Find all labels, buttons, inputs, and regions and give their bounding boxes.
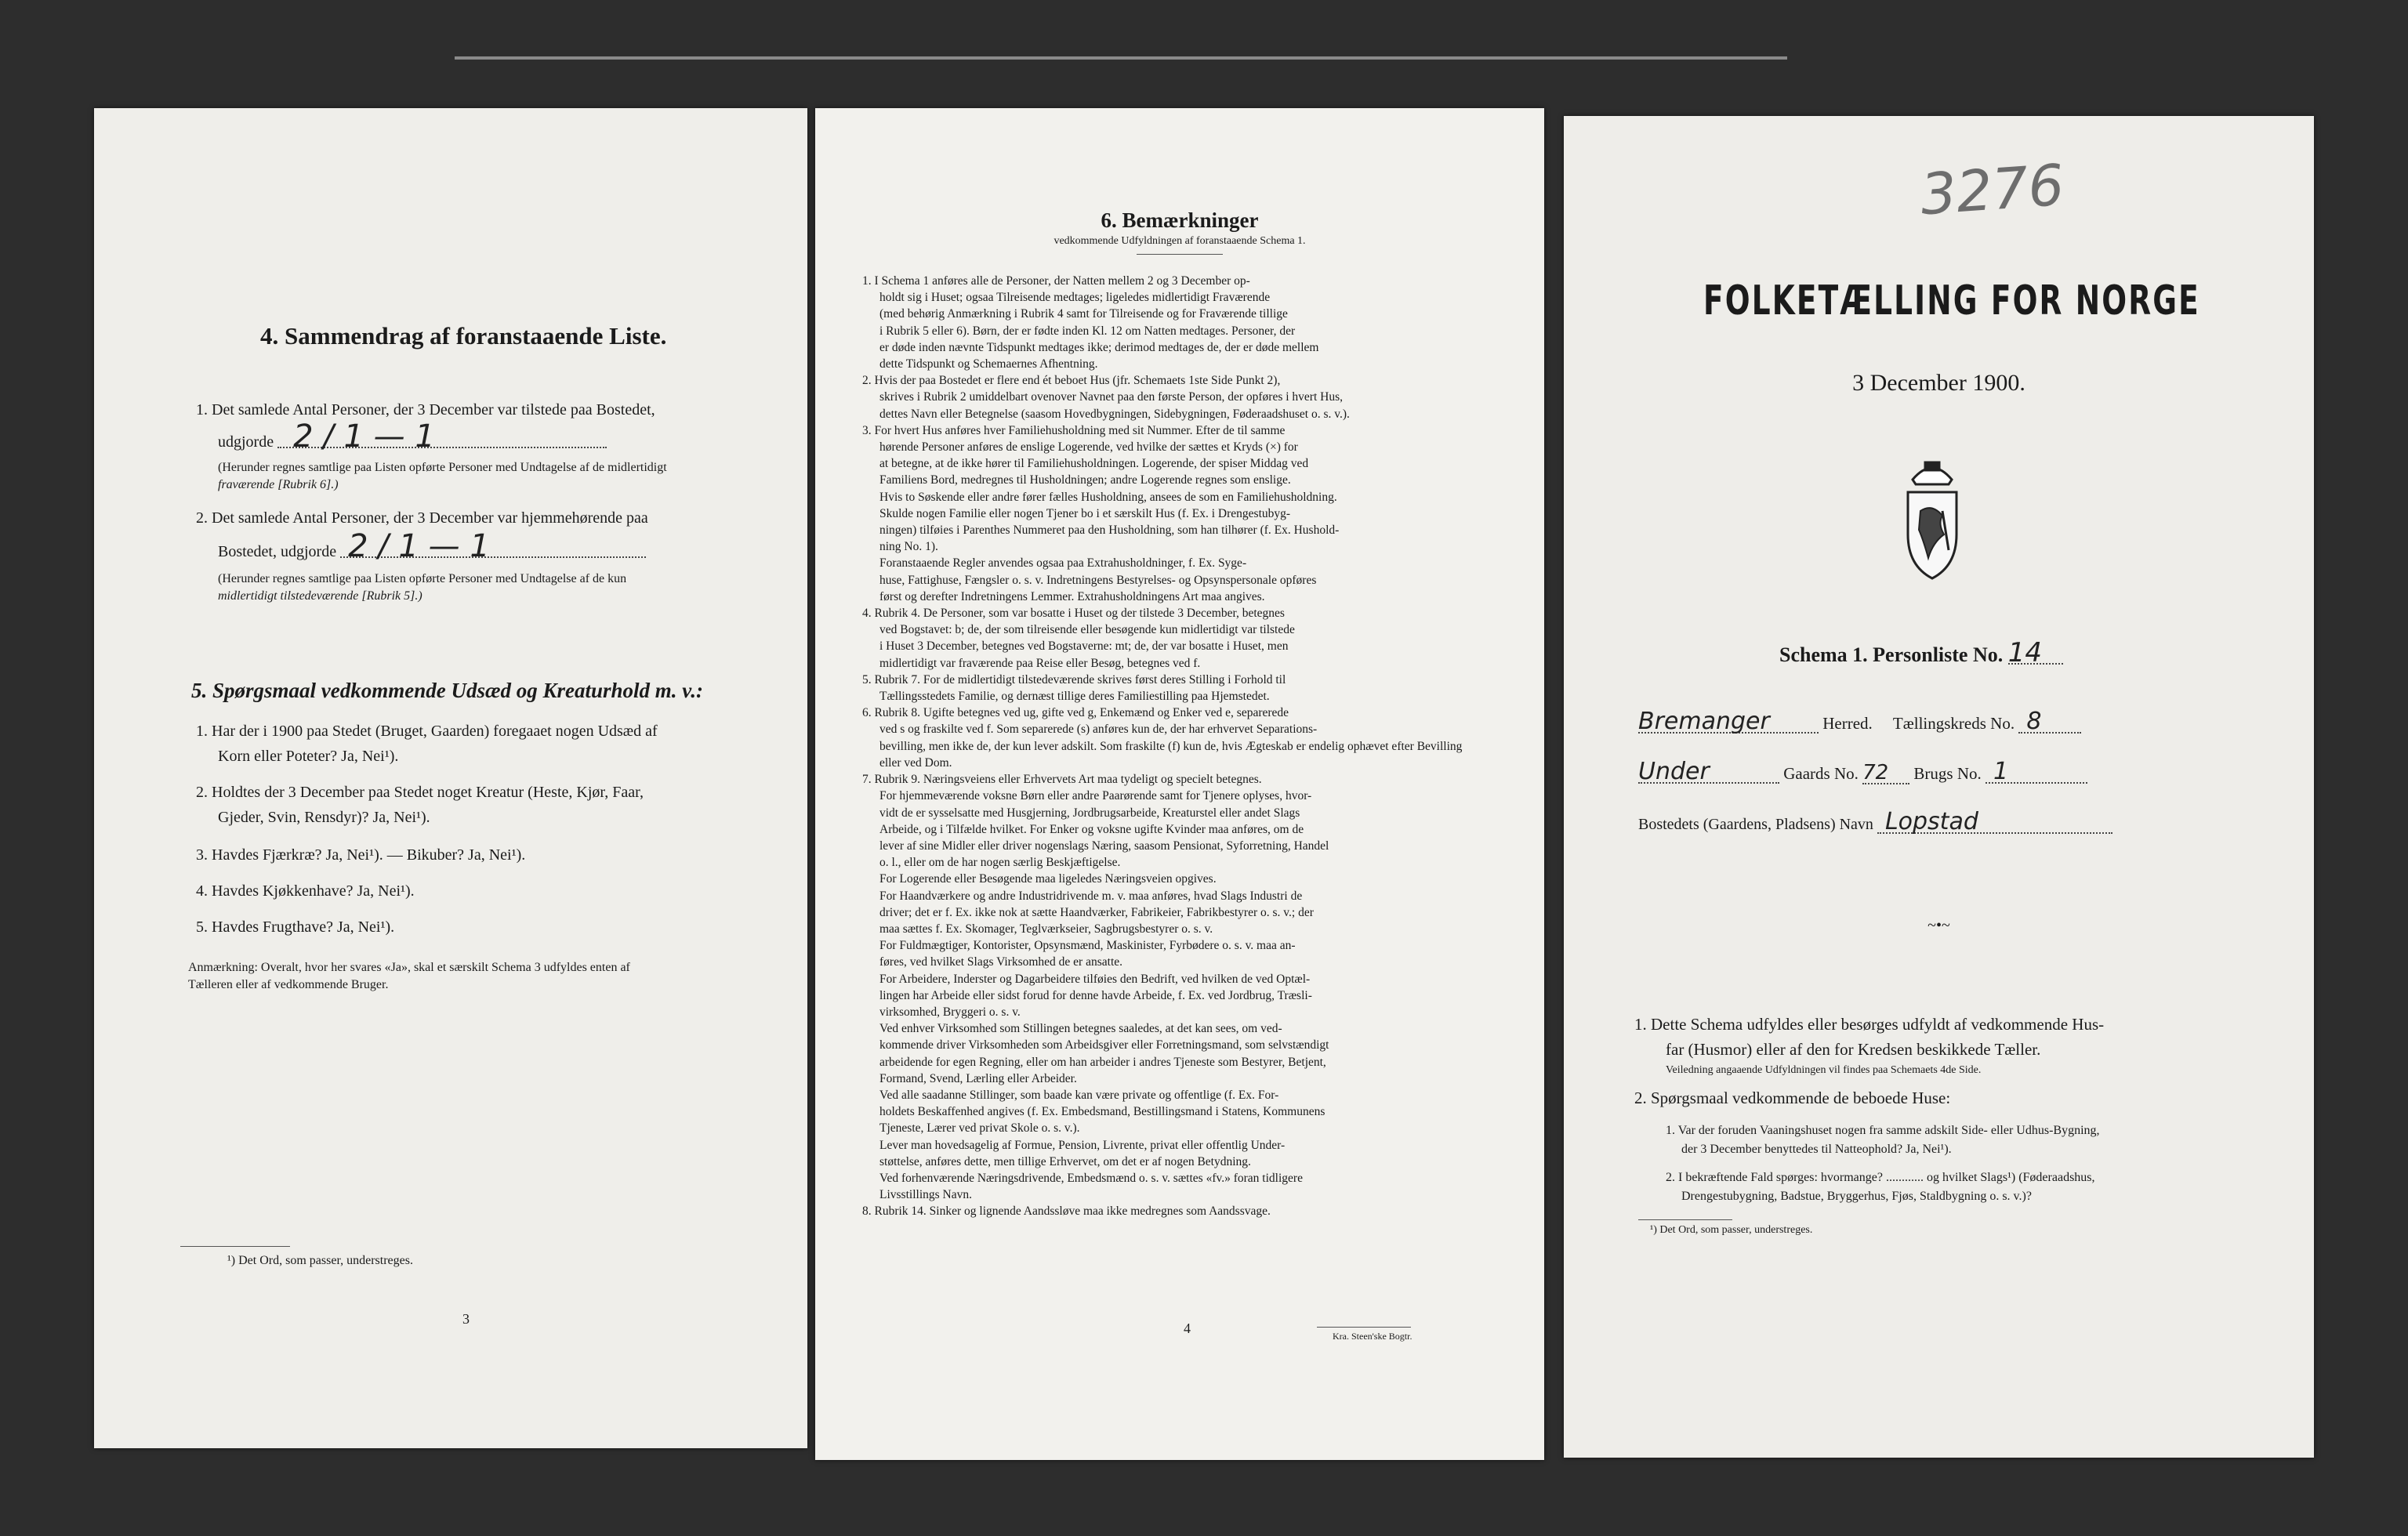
remark-line: skrives i Rubrik 2 umiddelbart ovenover Navnet paa den første Person, der opføres i hvert Hus, <box>879 390 1344 404</box>
page-number: 4 <box>1184 1320 1191 1336</box>
gaards-value: 72 <box>1862 763 1909 784</box>
footnote: ¹) Det Ord, som passer, understreges. <box>1650 1224 1813 1236</box>
remark-line: holdets Beskaffenhed angives (f. Ex. Embedsmand, Bestillingsmand i Statens, Kommunens <box>879 1105 1325 1119</box>
remarks-title: 6. Bemærkninger <box>1101 208 1259 232</box>
remark-line: først og derefter Indretningens Lemmer. Extrahusholdningens Art maa angives. <box>879 589 1265 603</box>
remark-line: Familiens Bord, medregnes til Husholdningen; andre Logerende regnes som enslige. <box>879 473 1291 487</box>
q3: 3. Havdes Fjærkræ? Ja, Nei¹). — Bikuber? Ja, Nei¹). <box>196 846 526 864</box>
printer-credit: Kra. Steen'ske Bogtr. <box>1333 1331 1413 1342</box>
remark-line: arbeidende for egen Regning, eller om han arbeider i andres Tjeneste som Bestyrer, Betjent, <box>879 1055 1326 1069</box>
remark-line: 3. For hvert Hus anføres hver Familiehusholdning med sit Nummer. Efter de til samme <box>862 423 1286 437</box>
remark-line: vidt de er sysselsatte med Husgjerning, Jordbrugsarbeide, Kreaturstel eller andet Slags <box>879 806 1300 820</box>
remark-line: Skulde nogen Familie eller nogen Tjener bo i et særskilt Hus (f. Ex. i Drengestubyg- <box>879 506 1291 520</box>
pencil-archive-number: 3276 <box>1918 151 2066 228</box>
instruction2-q2-line2: Drengestubygning, Badstue, Bryggerhus, Fjøs, Staldbygning o. s. v.)? <box>1681 1190 2032 1203</box>
page-middle <box>815 108 1544 1460</box>
remark-line: For hjemmeværende voksne Børn eller andre Paarørende samt for Tjenere oplyses, hvor- <box>879 789 1312 803</box>
q2-line1: 2. Holdtes der 3 December paa Stedet noget Kreatur (Heste, Kjør, Faar, <box>196 784 644 801</box>
footnote: ¹) Det Ord, som passer, understreges. <box>227 1254 413 1267</box>
kreds-label: Tællingskreds No. <box>1892 714 2015 733</box>
instruction1-line2: far (Husmor) eller af den for Kredsen beskikkede Tæller. <box>1666 1040 2041 1059</box>
section5-title: 5. Spørgsmaal vedkommende Udsæd og Kreaturhold m. v.: <box>191 679 704 702</box>
printer-rule <box>1317 1327 1411 1328</box>
remark-line: ved Bogstavet: b; de, der som tilreisende eller besøgende kun midlertidigt var tilstede <box>879 623 1295 637</box>
gaards-label: Gaards No. <box>1783 764 1859 783</box>
item2-note1: (Herunder regnes samtlige paa Listen opførte Personer med Undtagelse af de kun <box>218 572 627 585</box>
ornament-divider: ~•~ <box>1927 917 1950 934</box>
item1-note1: (Herunder regnes samtlige paa Listen opførte Personer med Undtagelse af de midlertidigt <box>218 461 667 474</box>
gaard-row <box>1638 758 2265 785</box>
item2-label: Bostedet, udgjorde <box>218 543 337 560</box>
item2-handwritten-count: 2 / 1 — 1 <box>340 536 646 558</box>
remark-line: Ved enhver Virksomhed som Stillingen betegnes saaledes, at det kan sees, om ved- <box>879 1022 1282 1036</box>
remark-line: Lever man hovedsagelig af Formue, Pension, Livrente, privat eller offentlig Under- <box>879 1138 1286 1152</box>
schema-number: 14 <box>2008 643 2063 665</box>
remark-line: 4. Rubrik 4. De Personer, som var bosatte i Huset og der tilstede 3 December, betegnes <box>862 607 1285 621</box>
remark-line: Tællingsstedets Familie, og dernæst tillige deres Familiestilling paa Hjemstedet. <box>879 690 1270 704</box>
row2-value: Under <box>1638 762 1779 784</box>
remark-line: huse, Fattighuse, Fængsler o. s. v. Indretningens Bestyrelses- og Opsynspersonale opføres <box>879 573 1317 587</box>
remark-line: Ved forhenværende Næringsdrivende, Embedsmænd o. s. v. sættes «fv.» foran tidligere <box>879 1171 1303 1185</box>
page-left <box>94 108 807 1448</box>
remark-line: Tjeneste, Lærer ved privat Skole o. s. v.). <box>879 1121 1080 1136</box>
remark-line: Foranstaaende Regler anvendes ogsaa paa Extrahusholdninger, f. Ex. Syge- <box>879 556 1247 571</box>
remark-line: hørende Personer anføres de enslige Logerende, ved hvilke der sættes et Kryds (×) for <box>879 440 1298 455</box>
remark-line1: Anmærkning: Overalt, hvor her svares «Ja», skal et særskilt Schema 3 udfyldes enten af <box>188 961 630 974</box>
page-right <box>1564 116 2314 1458</box>
remark-line: føres, ved hvilket Slags Virksomhed de er ansatte. <box>879 955 1122 969</box>
bosted-row <box>1638 808 2265 835</box>
item1-handwritten-count: 2 / 1 — 1 <box>277 426 607 448</box>
remark-line: 8. Rubrik 14. Sinker og lignende Aandssløve maa ikke medregnes som Aandssvage. <box>862 1205 1271 1219</box>
remark-line: virksomhed, Bryggeri o. s. v. <box>879 1005 1021 1019</box>
schema-line <box>1779 637 2063 668</box>
item2-line2 <box>218 528 646 564</box>
item1-note2: fraværende [Rubrik 6].) <box>218 478 339 491</box>
remark-line: For Haandværkere og andre Industridrivende m. v. maa anføres, hvad Slags Industri de <box>879 889 1303 903</box>
remark-line: dette Tidspunkt og Schemaernes Afhentning. <box>879 357 1098 371</box>
remark-line: ved s og fraskilte ved f. Som separerede (s) anføres kun de, der har erhvervet Separations- <box>879 723 1318 737</box>
remarks-list <box>862 273 1544 1220</box>
kreds-value: 8 <box>2018 712 2081 734</box>
q4: 4. Havdes Kjøkkenhave? Ja, Nei¹). <box>196 882 415 900</box>
remark-line: ningen) tilføies i Parenthes Nummeret paa den Husholdning, som han tilhører (f. Ex. Hushold- <box>879 523 1340 538</box>
top-edge-rule <box>455 56 1787 60</box>
remark-line: støttelse, anføres dette, men tillige Erhvervet, om det er af nogen Betydning. <box>879 1154 1251 1168</box>
herred-label: Herred. <box>1822 714 1873 733</box>
remark-line: holdt sig i Huset; ogsaa Tilreisende medtages; ligeledes midlertidigt Fraværende <box>879 291 1271 305</box>
q5: 5. Havdes Frugthave? Ja, Nei¹). <box>196 918 395 936</box>
census-date: 3 December 1900. <box>1852 370 2025 396</box>
item2-note2: midlertidigt tilstedeværende [Rubrik 5].) <box>218 589 422 603</box>
page-number: 3 <box>462 1311 470 1327</box>
remark-line: dettes Navn eller Betegnelse (saasom Hovedbygningen, Sidebygningen, Føderaadshuset o. s. v.). <box>879 407 1350 421</box>
q1-line2: Korn eller Poteter? Ja, Nei¹). <box>218 748 399 765</box>
instruction2: 2. Spørgsmaal vedkommende de beboede Huse: <box>1634 1089 1951 1107</box>
remark-line: 5. Rubrik 7. For de midlertidigt tilstedeværende skrives først deres Stilling i Forhold til <box>862 672 1286 686</box>
remark-line: (med behørig Anmærkning i Rubrik 4 samt for Tilreisende og for Fraværende tillige <box>879 307 1288 321</box>
instruction2-q1-line2: der 3 December benyttedes til Natteophold? Ja, Nei¹). <box>1681 1143 1952 1156</box>
footnote-rule <box>1638 1219 1732 1220</box>
coat-of-arms-icon <box>1897 448 1967 581</box>
remark-line2: Tælleren eller af vedkommende Bruger. <box>188 978 389 991</box>
remark-line: Livsstillings Navn. <box>879 1188 972 1202</box>
remark-line: Arbeide, og i Tilfælde hvilket. For Enker og voksne ugifte Kvinder maa anføres, om de <box>879 822 1304 836</box>
remark-line: kommende driver Virksomheden som Arbeidsgiver eller Forretningsmand, som selvstændigt <box>879 1038 1329 1052</box>
remark-line: For Arbeidere, Inderster og Dagarbeidere tilføies den Bedrift, ved hvilken de ved Optæl- <box>879 972 1311 986</box>
remark-line: 2. Hvis der paa Bostedet er flere end ét beboet Hus (jfr. Schemaets 1ste Side Punkt 2), <box>862 374 1281 388</box>
remark-line: Ved alle saadanne Stillinger, som baade kan være private og offentlige (f. Ex. For- <box>879 1088 1279 1102</box>
brugs-value: 1 <box>1986 762 2087 784</box>
q1-line1: 1. Har der i 1900 paa Stedet (Bruget, Gaarden) foregaaet nogen Udsæd af <box>196 723 658 740</box>
remarks-subtitle: vedkommende Udfyldningen af foranstaaende Schema 1. <box>1054 235 1306 247</box>
bosted-value: Lopstad <box>1877 812 2112 834</box>
remark-line: lingen har Arbeide eller sidst forud for denne havde Arbeide, f. Ex. ved Jordbrug, Træsli- <box>879 988 1312 1002</box>
footnote-rule <box>180 1246 290 1247</box>
herred-row <box>1638 708 2265 735</box>
item1-label: udgjorde <box>218 433 274 451</box>
remark-line: eller ved Dom. <box>879 755 952 770</box>
remark-line: er døde inden nævnte Tidspunkt medtages ikke; derimod medtages de, der er døde mellem <box>879 340 1319 354</box>
schema-label: Schema 1. Personliste No. <box>1779 643 2004 666</box>
item2-line1: 2. Det samlede Antal Personer, der 3 December var hjemmehørende paa <box>196 509 648 527</box>
remark-line: For Fuldmægtiger, Kontorister, Opsynsmænd, Maskinister, Fyrbødere o. s. v. maa an- <box>879 939 1296 953</box>
item1-line2 <box>218 418 607 455</box>
instruction1-line1: 1. Dette Schema udfyldes eller besørges udfyldt af vedkommende Hus- <box>1634 1015 2105 1034</box>
remark-line: midlertidigt var fraværende paa Reise eller Besøg, betegnes ved f. <box>879 656 1201 670</box>
brugs-label: Brugs No. <box>1913 764 1982 783</box>
remark-line: at betegne, at de ikke hører til Familiehusholdningen. Logerende, der spiser Middag ved <box>879 457 1309 471</box>
remark-line: 1. I Schema 1 anføres alle de Personer, der Natten mellem 2 og 3 December op- <box>862 274 1250 288</box>
remark-line: Hvis to Søskende eller andre fører fælles Husholdning, ansees de som en Familiehusholdning. <box>879 490 1337 504</box>
section4-title: 4. Sammendrag af foranstaaende Liste. <box>260 322 667 350</box>
remark-line: 6. Rubrik 8. Ugifte betegnes ved ug, gifte ved g, Enkemænd og Enker ved e, separerede <box>862 706 1289 720</box>
remarks-title-rule <box>1137 254 1223 255</box>
remark-line: i Rubrik 5 eller 6). Børn, der er fødte inden Kl. 12 om Natten medtages. Personer, der <box>879 324 1296 338</box>
instruction2-q2-line1: 2. I bekræftende Fald spørges: hvormange? ............ og hvilket Slags¹) (Føderaadshus, <box>1666 1171 2095 1184</box>
census-title: FOLKETÆLLING FOR NORGE <box>1703 277 2200 324</box>
q2-line2: Gjeder, Svin, Rensdyr)? Ja, Nei¹). <box>218 809 430 826</box>
remark-line: ning No. 1). <box>879 540 938 554</box>
remark-line: maa sættes f. Ex. Skomager, Teglværkseier, Sagbrugsbestyrer o. s. v. <box>879 922 1213 936</box>
remark-line: lever af sine Midler eller driver nogenslags Næring, saasom Pensionat, Syforretning, Handel <box>879 839 1329 853</box>
remark-line: driver; det er f. Ex. ikke nok at sætte Haandværker, Fabrikeier, Fabrikbestyrer o. s. v.; der <box>879 905 1314 919</box>
remark-line: Formand, Svend, Lærling eller Arbeider. <box>879 1071 1077 1085</box>
bosted-label: Bostedets (Gaardens, Pladsens) Navn <box>1638 816 1873 833</box>
item1-line1: 1. Det samlede Antal Personer, der 3 December var tilstede paa Bostedet, <box>196 401 655 418</box>
instruction1-note: Veiledning angaaende Udfyldningen vil findes paa Schemaets 4de Side. <box>1666 1064 1982 1076</box>
herred-value: Bremanger <box>1638 712 1819 734</box>
remark-line: i Huset 3 December, betegnes ved Bogstaverne: mt; de, der var bosatte i Huset, men <box>879 639 1289 654</box>
remark-line: o. l., eller om de har nogen særlig Beskjæftigelse. <box>879 856 1121 870</box>
remark-line: 7. Rubrik 9. Næringsveiens eller Erhvervets Art maa tydeligt og specielt betegnes. <box>862 773 1262 787</box>
remark-line: bevilling, men ikke de, der kun lever adskilt. Som fraskilte (f) kun de, hvis Ægteskab er endelig ophævet efter Bevilling <box>879 739 1463 753</box>
remark-line: For Logerende eller Besøgende maa ligeledes Næringsveien opgives. <box>879 872 1217 886</box>
instruction2-q1-line1: 1. Var der foruden Vaaningshuset nogen fra samme adskilt Side- eller Udhus-Bygning, <box>1666 1124 2100 1137</box>
